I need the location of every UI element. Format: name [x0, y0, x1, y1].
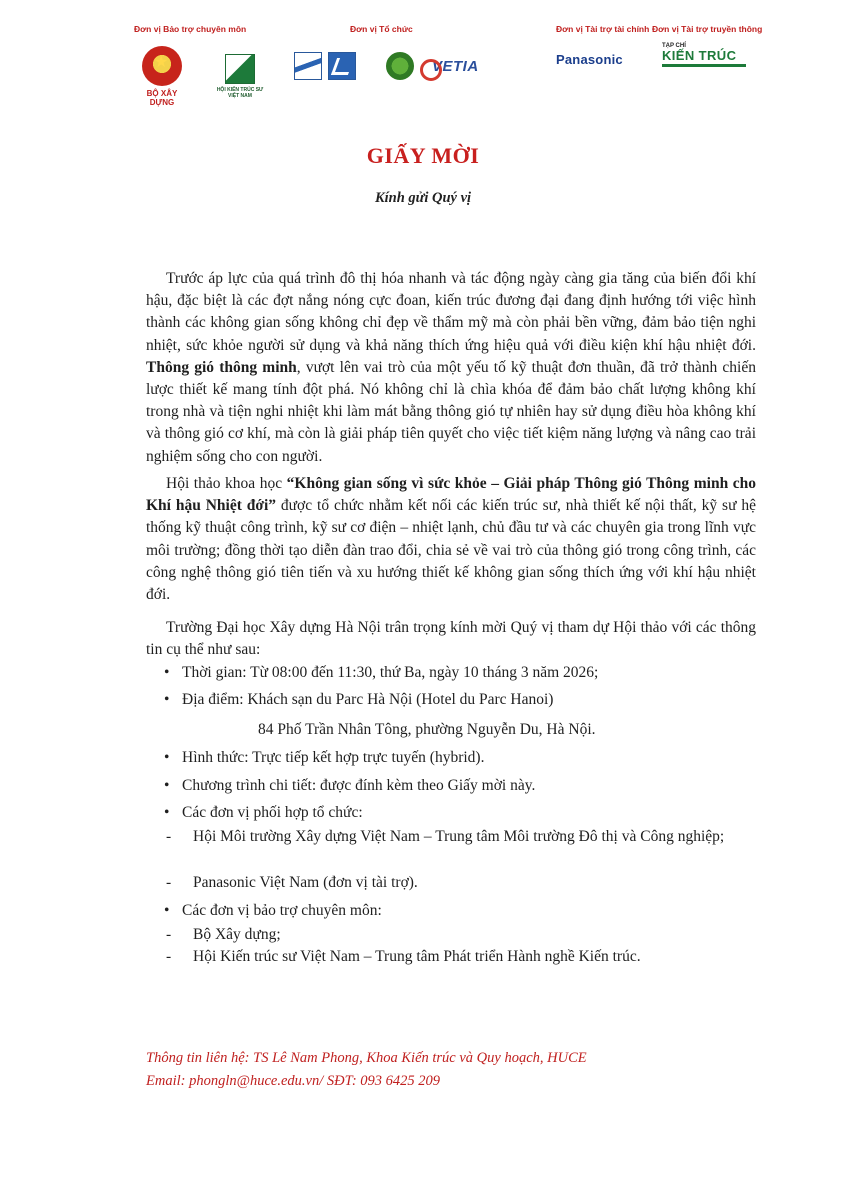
environment-association-logo-icon: [386, 52, 414, 80]
kts-name: HỘI KIẾN TRÚC SƯ VIỆT NAM: [216, 87, 264, 99]
bullet-icon: •: [164, 804, 170, 821]
intro-text: Trước áp lực của quá trình đô thị hóa nhanh và tác động ngày càng gia tăng của biến đổi khí hậu, đặc biệt là các đợt nắng nóng cực đoan, kiến trúc đương đại đang định hướng tới việc hình thành các không gian sống không chỉ đẹp về thẩm mỹ mà còn phải bền vững, đảm bảo tiện nghi nhiệt, sức khỏe người sử dụng và khả năng thích ứng hiệu quả với điều kiện khí hậu nhiệt đới.: [146, 270, 756, 354]
phone-text: / SĐT: 093 6425 209: [319, 1073, 441, 1089]
patrons-label: Các đơn vị bảo trợ chuyên môn:: [182, 902, 382, 919]
vetia-logo: VETIA: [420, 58, 479, 75]
seminar-text: được tổ chức nhằm kết nối các kiến trúc sư, nhà thiết kế nội thất, kỹ sư hệ thống kỹ thuật công trình, kỹ sư cơ điện – nhiệt lạnh, chủ đầu tư và các chuyên gia trong lĩnh vực môi trường; đồng thời tạo diễn đàn trao đổi, chia sẻ về vai trò của thông gió trong công trình, các công nghệ thông gió tiên tiến và xu hướng thiết kế không gian sống thích ứng với khí hậu nhiệt đới.: [146, 497, 756, 604]
magazine-name: KIẾN TRÚC: [662, 48, 737, 63]
architecture-faculty-logo-icon: [328, 52, 356, 80]
financial-sponsor-caption: Đơn vị Tài trợ tài chính: [556, 24, 650, 34]
professional-sponsor-caption: Đơn vị Bảo trợ chuyên môn: [134, 24, 247, 34]
intro-paragraph: [146, 268, 756, 468]
contact-line-2: [146, 1070, 587, 1093]
contact-info: [146, 1047, 587, 1093]
bullet-icon: •: [164, 664, 170, 681]
huce-logo-icon: [294, 52, 322, 80]
patron-2: Hội Kiến trúc sư Việt Nam – Trung tâm Phát triển Hành nghề Kiến trúc.: [193, 948, 641, 965]
seminar-paragraph: [146, 473, 756, 606]
event-time: Thời gian: Từ 08:00 đến 11:30, thứ Ba, ngày 10 tháng 3 năm 2026;: [182, 664, 599, 681]
contact-line: Thông tin liên hệ: TS Lê Nam Phong, Khoa Kiến trúc và Quy hoạch, HUCE: [146, 1050, 587, 1066]
event-format: Hình thức: Trực tiếp kết hợp trực tuyến (hybrid).: [182, 749, 485, 766]
coorganizer-2: Panasonic Việt Nam (đơn vị tài trợ).: [193, 874, 418, 891]
salutation: Kính gửi Quý vị: [374, 190, 472, 206]
coorganizers-label: Các đơn vị phối hợp tổ chức:: [182, 804, 363, 821]
bullet-icon: •: [164, 902, 170, 919]
professional-sponsors: [134, 24, 268, 107]
seminar-title: “Không gian sống vì sức khỏe – Giải pháp Thông gió Thông minh cho Khí hậu Nhiệt đới”: [146, 475, 756, 515]
dash-icon: -: [166, 948, 172, 965]
event-venue: Địa điểm: Khách sạn du Parc Hà Nội (Hotel du Parc Hanoi): [182, 691, 554, 708]
organizer-logos: [294, 52, 479, 80]
dash-icon: -: [166, 874, 172, 891]
panasonic-logo: Panasonic: [556, 52, 623, 67]
dash-icon: -: [166, 926, 172, 943]
organizer-caption: Đơn vị Tổ chức: [350, 24, 413, 34]
magazine-underline: [662, 64, 746, 67]
event-program: Chương trình chi tiết: được đính kèm theo Giấy mời này.: [182, 777, 536, 794]
coorganizer-1: Hội Môi trường Xây dựng Việt Nam – Trung tâm Môi trường Đô thị và Công nghiệp;: [193, 828, 725, 845]
invitation-paragraph: [146, 617, 756, 661]
email-link[interactable]: phongln@huce.edu.vn: [189, 1073, 320, 1089]
patron-1: Bộ Xây dựng;: [193, 926, 281, 943]
venue-address: 84 Phố Trần Nhân Tông, phường Nguyễn Du, Hà Nội.: [258, 721, 596, 738]
seminar-lead: Hội thảo khoa học: [166, 475, 287, 492]
intro-text-rest: , vượt lên vai trò của một yếu tố kỹ thuật đơn thuần, đã trở thành chiến lược thiết kế mang tính đột phá. Nó không chỉ là chìa khóa để đảm bảo chất lượng không khí trong nhà và tiện nghi nhiệt khi làm mát bằng thông gió tự nhiên hay sử dụng điều hòa không khí và thông gió cơ khí, mà còn là giải pháp tiên quyết cho việc tiết kiệm năng lượng và nâng cao trải nghiệm sống cho con người.: [146, 358, 756, 465]
invitation-text: Trường Đại học Xây dựng Hà Nội trân trọng kính mời Quý vị tham dự Hội thảo với các thông tin cụ thể như sau:: [146, 619, 756, 659]
page-title: GIẤY MỜI: [366, 143, 480, 168]
kts-logo-icon: [225, 54, 255, 84]
magazine-logo: [662, 43, 746, 67]
bullet-icon: •: [164, 777, 170, 794]
organizer-sponsors: [350, 24, 413, 34]
media-sponsor-caption: Đơn vị Tài trợ truyền thông: [652, 24, 763, 34]
magazine-top-label: TẠP CHÍ: [662, 43, 686, 49]
bullet-icon: •: [164, 749, 170, 766]
intro-highlight: Thông gió thông minh: [146, 358, 297, 376]
media-sponsors: [652, 24, 762, 34]
ministry-name: BỘ XÂY DỰNG: [146, 89, 178, 107]
email-label: Email:: [146, 1073, 190, 1089]
bullet-icon: •: [164, 691, 170, 708]
ministry-emblem-icon: [142, 46, 182, 86]
dash-icon: -: [166, 828, 172, 845]
financial-sponsors: [556, 24, 649, 34]
